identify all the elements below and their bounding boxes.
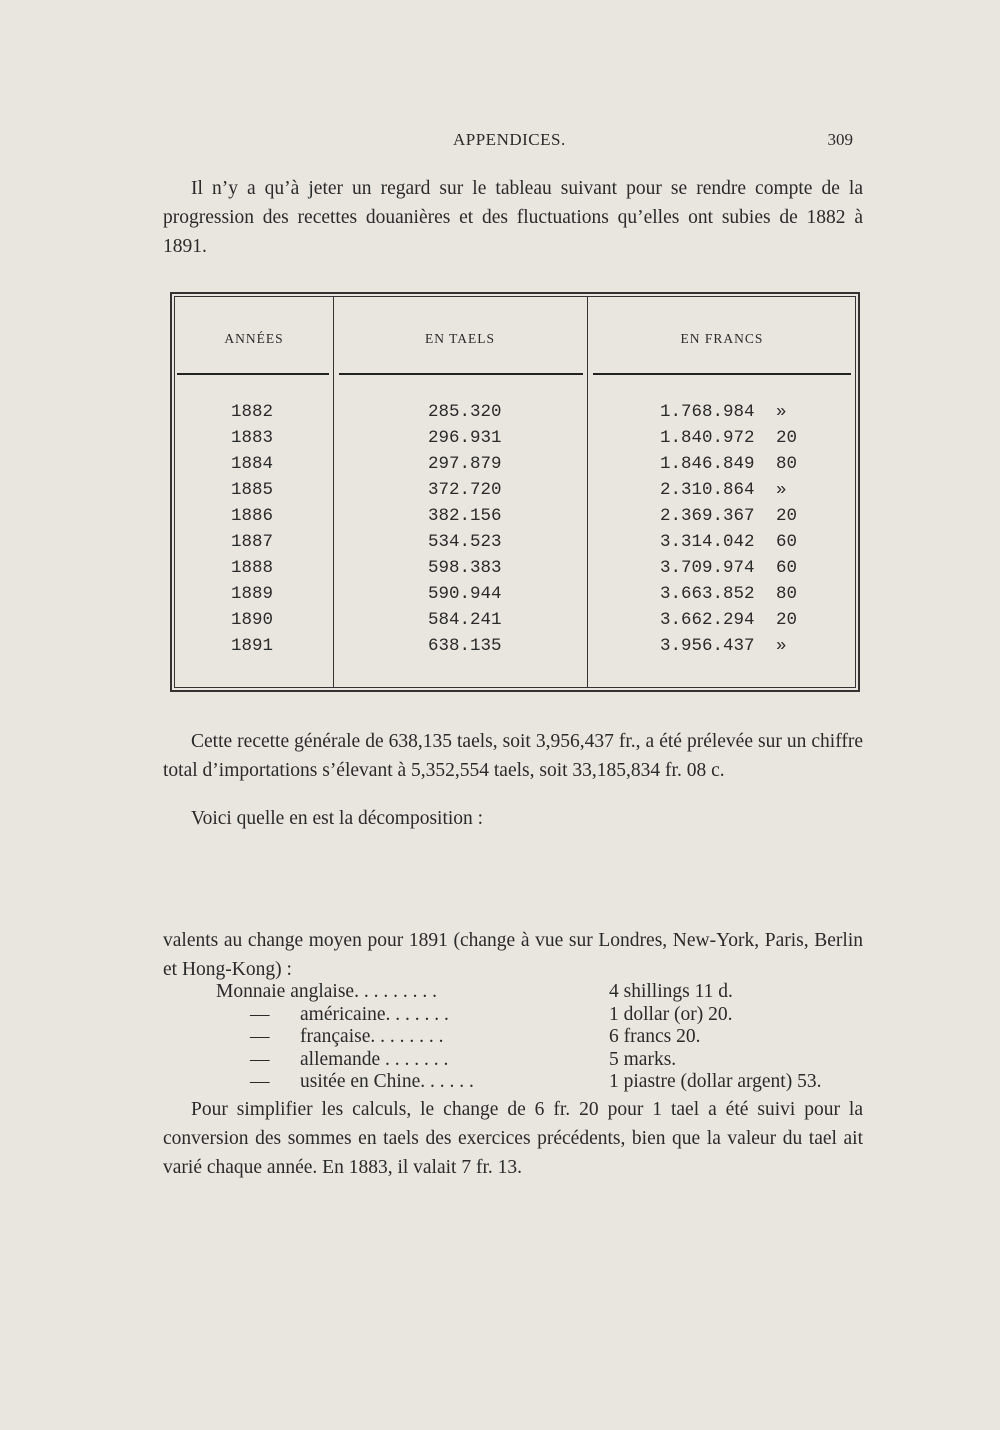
table-cell-taels: 296.931 [428,428,502,448]
column-separator [333,297,334,687]
table-cell-francs: 3.956.437 [660,636,755,656]
table-cell-cents: 20 [776,428,798,448]
table-cell-year: 1888 [231,558,274,578]
currency-label: Monnaie anglaise. . . . . . . . . [216,981,437,1002]
customs-receipts-table [170,292,860,692]
list-item [163,1004,883,1027]
table-cell-year: 1884 [231,454,274,474]
column-header-years: ANNÉES [224,331,284,346]
table-cell-taels: 534.523 [428,532,502,552]
table-cell-francs: 1.846.849 [660,454,755,474]
table-cell-cents: 80 [776,454,798,474]
table-cell-francs: 3.709.974 [660,558,755,578]
header-rule [593,373,851,375]
column-separator [587,297,588,687]
decomposition-paragraph: Voici quelle en est la décomposition : [191,808,484,829]
table-cell-francs: 2.310.864 [660,480,755,500]
table-cell-year: 1891 [231,636,274,656]
column-header-francs: EN FRANCS [680,331,764,346]
taels-column [428,399,502,659]
table-cell-taels: 598.383 [428,558,502,578]
table-cell-cents: 20 [776,506,798,526]
cents-column [776,399,797,659]
currency-value: 5 marks. [609,1048,677,1070]
ditto-dash: — [250,1003,270,1025]
table-cell-taels: 285.320 [428,402,502,422]
table-cell-taels: 297.879 [428,454,502,474]
currency-value: 1 dollar (or) 20. [609,1003,733,1025]
currency-value: 6 francs 20. [609,1026,701,1047]
currency-value: 4 shillings 11 d. [609,981,733,1002]
ditto-dash: — [250,1071,270,1092]
running-title: APPENDICES. [453,130,566,149]
table-cell-year: 1889 [231,584,274,604]
table-cell-francs: 1.768.984 [660,402,755,422]
currency-label: usitée en Chine. . . . . . [300,1071,474,1092]
table-cell-year: 1883 [231,428,274,448]
table-cell-francs: 1.840.972 [660,428,755,448]
conversion-paragraph: Pour simplifier les calculs, le change de 6 fr. 20 pour 1 tael a été suivi pour la conversion des sommes en taels des exercices précédents, bien que la valeur du tael ait varié chaque année. En 1883, il valait 7 fr. 13. [163,1099,863,1178]
table-cell-year: 1882 [231,402,274,422]
column-header-taels: EN TAELS [424,331,496,346]
list-item [163,1071,883,1094]
currency-label: française. . . . . . . . [300,1026,444,1047]
years-column [231,399,273,659]
table-cell-francs: 3.663.852 [660,584,755,604]
currency-label: allemande . . . . . . . [300,1048,449,1070]
table-cell-cents: 20 [776,610,798,630]
table-cell-year: 1886 [231,506,274,526]
currency-value: 1 piastre (dollar argent) 53. [609,1071,822,1092]
table-cell-year: 1887 [231,532,274,552]
table-cell-francs: 3.662.294 [660,610,755,630]
receipts-paragraph: Cette recette générale de 638,135 taels, soit 3,956,437 fr., a été prélevée sur un chiffre total d’importations s’élevant à 5,352,554 taels, soit 33,185,834 fr. 08 c. [163,731,863,781]
currency-label: américaine. . . . . . . [300,1003,449,1025]
table-cell-taels: 382.156 [428,506,502,526]
page-number: 309 [827,130,853,149]
table-cell-cents: 60 [776,532,798,552]
currency-list [163,981,883,1094]
header-rule [177,373,329,375]
ditto-dash: — [250,1048,270,1070]
table-cell-francs: 2.369.367 [660,506,755,526]
table-cell-taels: 590.944 [428,584,502,604]
table-cell-year: 1885 [231,480,274,500]
exchange-paragraph: valents au change moyen pour 1891 (change à vue sur Londres, New-York, Paris, Berlin et Hong-Kong) : [163,930,863,980]
francs-column [660,399,755,659]
table-cell-cents: 60 [776,558,798,578]
table-cell-taels: 372.720 [428,480,502,500]
header-rule [339,373,583,375]
table-cell-francs: 3.314.042 [660,532,755,552]
intro-paragraph: Il n’y a qu’à jeter un regard sur le tableau suivant pour se rendre compte de la progression des recettes douanières et des fluctuations qu’elles ont subies de 1882 à 1891. [163,178,863,257]
table-cell-cents: 80 [776,584,798,604]
page-header [163,130,863,160]
table-cell-cents: » [776,480,787,500]
table-cell-taels: 584.241 [428,610,502,630]
list-item [163,1026,883,1049]
table-cell-year: 1890 [231,610,274,630]
list-item [163,981,883,1004]
list-item [163,1049,883,1072]
table-cell-cents: » [776,636,787,656]
ditto-dash: — [250,1026,270,1047]
table-cell-cents: » [776,402,787,422]
table-cell-taels: 638.135 [428,636,502,656]
